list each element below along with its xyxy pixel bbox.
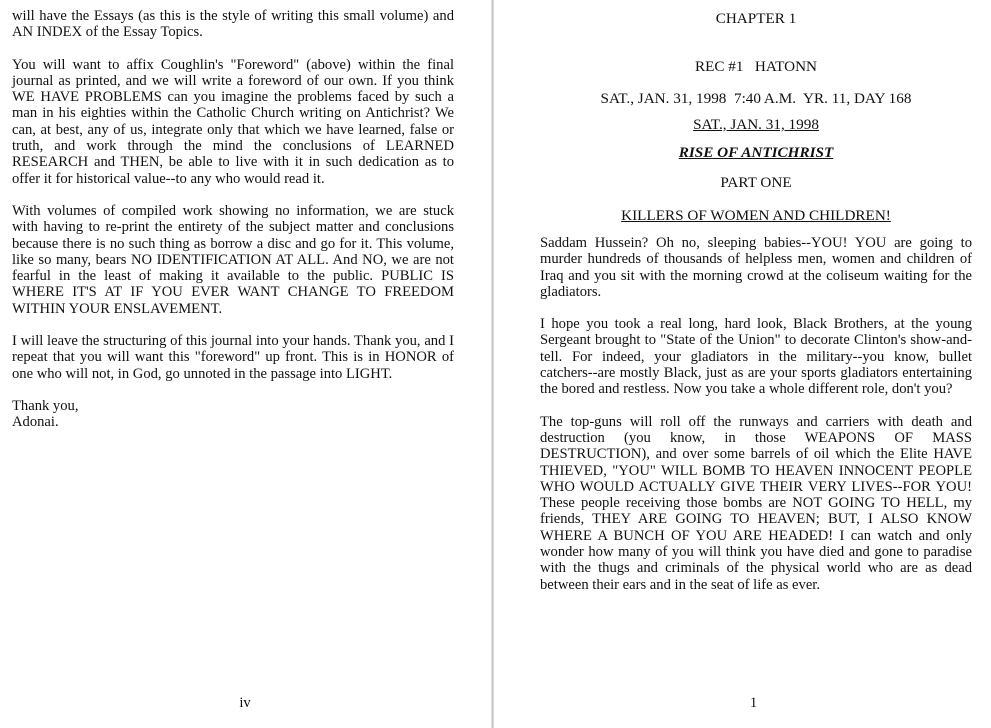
chapter-title: RISE OF ANTICHRIST <box>678 144 834 161</box>
left-paragraph-2: You will want to affix Coughlin's "Foreword" (above) within the final journal as printed, and we will write a foreword of our own. If you think WE HAVE PROBLEMS can you imagine the problems faced by such a man in his eighties within the Catholic Church writing on Antichrist? We can, at best, any of us, integrate only that which we have learned, false or truth, and work through the mind the conclusions of LEARNED RESEARCH and THEN, be able to live with it in such dedication as to offer it for historical value--to any who would read it. <box>12 56 454 187</box>
right-page-number: 1 <box>749 695 758 711</box>
left-page-number: iv <box>239 695 251 711</box>
left-page <box>0 0 490 728</box>
right-paragraph-3: The top-guns will roll off the runways and carriers with death and destruction (you know, in those WEAPONS OF MASS DESTRUCTION), and over some barrels of oil which the Elite HAVE THIEVED, "YOU" WILL BOMB TO HEAVEN INNOCENT PEOPLE WHO WOULD ACTUALLY GIVE THEIR VERY LIVES--FOR YOU! These people receiving those bombs are NOT GOING TO HELL, my friends, THEY ARE GOING TO HEAVEN; BUT, I ALSO KNOW WHERE A BUNCH OF YOU ARE HEADED! I can watch and only wonder how many of you will think you have died and gone to paradise with the thugs and criminals of the physical world who are as dead between their ears and in the seat of life as ever. <box>540 413 972 593</box>
date-line: SAT., JAN. 31, 1998 7:40 A.M. YR. 11, DAY 168 <box>600 90 912 107</box>
date-underlined: SAT., JAN. 31, 1998 <box>693 116 819 133</box>
right-paragraph-2: I hope you took a real long, hard look, Black Brothers, at the young Sergeant brought to "State of the Union" to decorate Clinton's show-and-tell. For indeed, your gladiators in the military--you know, bullet catchers--are mostly Black, just as are your sports gladiators entertaining the bored and restless. Now you take a whole different role, don't you? <box>540 316 972 398</box>
record-line: REC #1 HATONN <box>694 58 818 75</box>
part-heading: PART ONE <box>720 174 792 191</box>
signoff-line-1: Thank you, <box>12 397 79 414</box>
signoff-line-2: Adonai. <box>12 414 59 431</box>
right-page <box>496 0 991 728</box>
book-gutter <box>491 0 494 728</box>
section-subtitle: KILLERS OF WOMEN AND CHILDREN! <box>621 207 891 224</box>
left-paragraph-4: I will leave the structuring of this journal into your hands. Thank you, and I repeat that you will want this "foreword" up front. This is in HONOR of one who will not, in God, go unnoted in the passage into LIGHT. <box>12 333 454 382</box>
right-page-text <box>540 235 972 593</box>
right-paragraph-1: Saddam Hussein? Oh no, sleeping babies--YOU! YOU are going to murder hundreds of thousands of helpless men, women and children of Iraq and you sit with the morning crowd at the coliseum waiting for the gladiators. <box>540 235 972 300</box>
left-page-text <box>12 8 454 431</box>
signoff <box>12 398 454 431</box>
left-paragraph-3: With volumes of compiled work showing no information, we are stuck with having to re-print the entirety of the subject matter and conclusions because there is no such thing as borrow a disc and go for it. This volume, like so many, bears NO IDENTIFICATION AT ALL. And NO, we are not fearful in the least of making it available to the public. PUBLIC IS WHERE IT'S AT IF YOU EVER WANT CHANGE TO FREEDOM WITHIN YOUR ENSLAVEMENT. <box>12 202 454 317</box>
left-paragraph-1: will have the Essays (as this is the style of writing this small volume) and AN INDEX of the Essay Topics. <box>12 8 454 41</box>
chapter-heading: CHAPTER 1 <box>715 10 797 27</box>
